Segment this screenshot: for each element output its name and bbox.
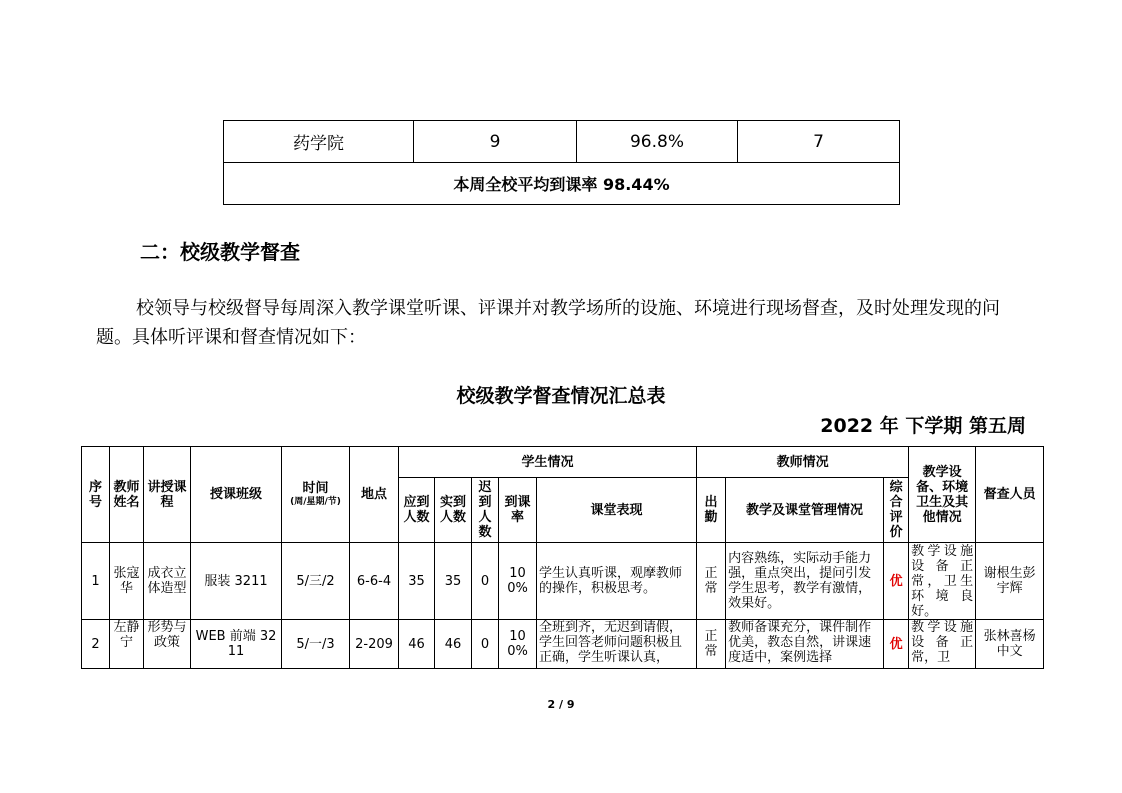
row-late: 0 (472, 620, 499, 669)
header-time-sub: (周/星期/节) (290, 497, 341, 507)
row-time: 5/三/2 (282, 543, 350, 620)
row-attendance: 正常 (697, 620, 726, 669)
table-row (82, 543, 1044, 620)
row-class: 服装 3211 (191, 543, 282, 620)
rate-cell: 96.8% (577, 121, 738, 163)
row-teacher: 左静宁 (110, 620, 144, 669)
college-cell: 药学院 (224, 121, 414, 163)
row-teaching: 内容熟练，实际动手能力强，重点突出，提问引发学生思考，教学有激情，效果好。 (726, 543, 884, 620)
row-location: 6-6-4 (350, 543, 399, 620)
row-performance: 学生认真听课，观摩教师的操作，积极思考。 (537, 543, 697, 620)
row-facility: 教学设施设备正常，卫生环境良好。 (909, 543, 976, 620)
row-expected: 46 (399, 620, 435, 669)
header-teaching: 教学及课堂管理情况 (726, 478, 884, 543)
header-expected: 应到人数 (399, 478, 435, 543)
header-overall: 综合评价 (884, 478, 909, 543)
row-teaching: 教师备课充分，课件制作优美，教态自然，讲课速度适中，案例选择 (726, 620, 884, 669)
header-late: 迟到人数 (472, 478, 499, 543)
row-attendance: 正常 (697, 543, 726, 620)
row-overall: 优 (884, 620, 909, 669)
row-course: 形势与政策 (144, 620, 191, 669)
header-time (282, 447, 350, 543)
row-index: 2 (82, 620, 110, 669)
row-rate: 100% (499, 620, 537, 669)
row-expected: 35 (399, 543, 435, 620)
row-rate: 100% (499, 543, 537, 620)
row-actual: 35 (435, 543, 472, 620)
header-teacher: 教师姓名 (110, 447, 144, 543)
header-row-1 (82, 447, 1044, 478)
header-time-label: 时间 (302, 481, 329, 496)
header-index: 序号 (82, 447, 110, 543)
row-overall: 优 (884, 543, 909, 620)
row-index: 1 (82, 543, 110, 620)
page-number: 2 / 9 (547, 698, 575, 711)
attendance-summary: 本周全校平均到课率 98.44% (224, 163, 900, 205)
attendance-table (223, 120, 900, 205)
row-course: 成衣立体造型 (144, 543, 191, 620)
supervision-table (81, 446, 1044, 669)
intro-paragraph: 校领导与校级督导每周深入教学课堂听课、评课并对教学场所的设施、环境进行现场督查，及时处理发现的问题。具体听评课和督查情况如下： (96, 298, 1000, 348)
header-rate: 到课率 (499, 478, 537, 543)
header-teacher-group: 教师情况 (697, 447, 909, 478)
table-title: 校级教学督查情况汇总表 (456, 385, 666, 407)
row-class: WEB 前端 3211 (191, 620, 282, 669)
attendance-summary-row (224, 163, 900, 205)
row-facility: 教学设施设备正常，卫 (909, 620, 976, 669)
row-teacher: 张寇华 (110, 543, 144, 620)
count-cell: 9 (414, 121, 577, 163)
row-inspector: 谢根生彭宇辉 (976, 543, 1044, 620)
header-actual: 实到人数 (435, 478, 472, 543)
header-facility: 教学设备、环境卫生及其他情况 (909, 447, 976, 543)
header-location: 地点 (350, 447, 399, 543)
row-inspector: 张林喜杨中文 (976, 620, 1044, 669)
row-performance: 全班到齐，无迟到请假，学生回答老师问题积极且正确，学生听课认真， (537, 620, 697, 669)
header-course: 讲授课程 (144, 447, 191, 543)
table-row (82, 620, 1044, 669)
header-performance: 课堂表现 (537, 478, 697, 543)
absent-cell: 7 (738, 121, 900, 163)
attendance-row (224, 121, 900, 163)
row-late: 0 (472, 543, 499, 620)
header-inspector: 督查人员 (976, 447, 1044, 543)
row-actual: 46 (435, 620, 472, 669)
row-location: 2-209 (350, 620, 399, 669)
header-class: 授课班级 (191, 447, 282, 543)
header-student-group: 学生情况 (399, 447, 697, 478)
header-attendance: 出勤 (697, 478, 726, 543)
section-title: 二：校级教学督查 (140, 240, 300, 264)
row-time: 5/一/3 (282, 620, 350, 669)
term-label: 2022 年 下学期 第五周 (820, 415, 1026, 437)
